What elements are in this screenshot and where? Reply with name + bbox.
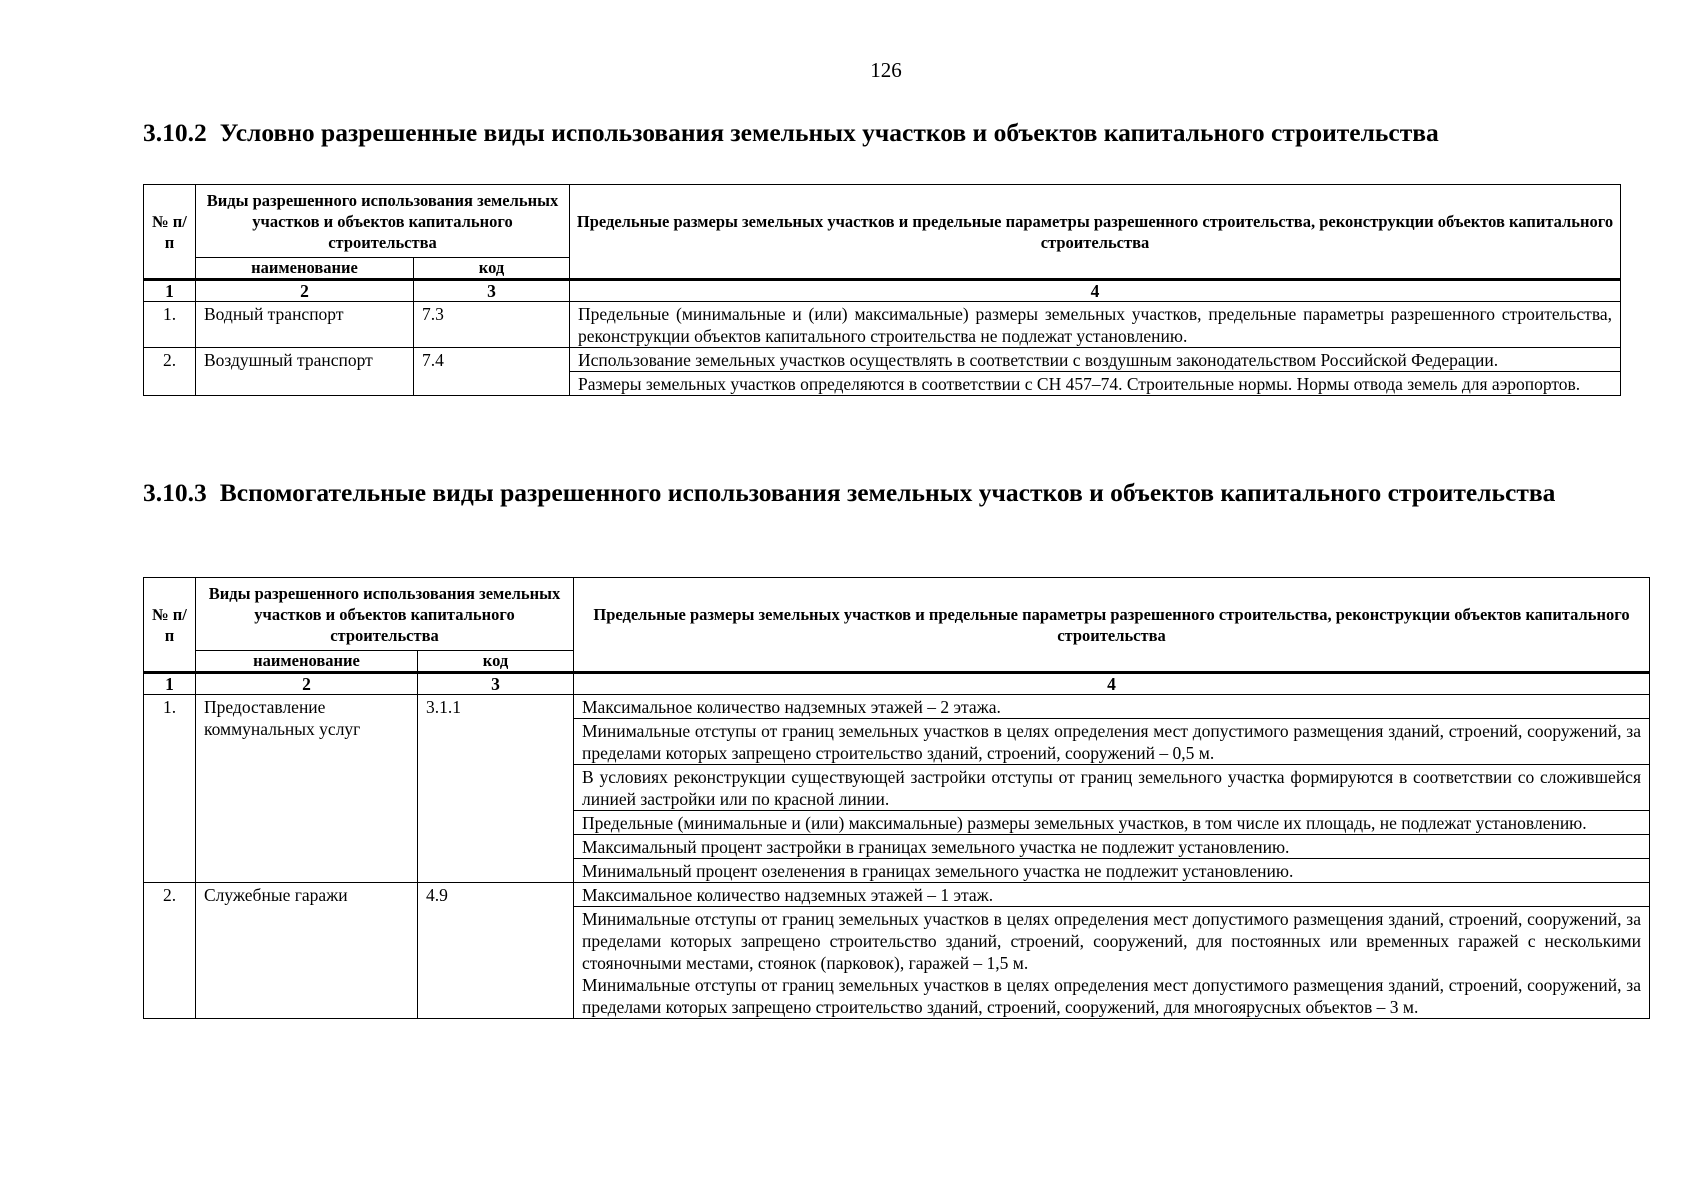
column-number: 1 (144, 673, 196, 695)
header-name: наименование (196, 258, 414, 280)
use-code: 7.4 (414, 348, 570, 396)
header-use-types: Виды разрешенного использования земельных участков и объектов капитального строительства (196, 578, 574, 651)
parameter: Минимальный процент озеленения в границах земельного участка не подлежит установлению. (574, 859, 1650, 883)
section-heading-3-10-3 (143, 476, 1621, 509)
section-number: 3.10.3 (143, 478, 207, 507)
parameter: Минимальные отступы от границ земельных участков в целях определения мест допустимого размещения зданий, строений, сооружений, за пределами которых запрещено строительство зданий, строений, сооружений, для постоянных или временных гаражей с несколькими стояночными местами, стоянок (парковок), гаражей – 1,5 м. (582, 909, 1641, 973)
parameter: Максимальное количество надземных этажей – 1 этаж. (574, 883, 1650, 907)
section-title: Условно разрешенные виды использования земельных участков и объектов капитального строительства (219, 118, 1439, 147)
regulations-table-auxiliary (143, 577, 1650, 1019)
header-limits: Предельные размеры земельных участков и предельные параметры разрешенного строительства, реконструкции объектов капитального строительства (574, 578, 1650, 673)
table-row (144, 348, 1621, 372)
parameter: В условиях реконструкции существующей застройки отступы от границ земельного участка формируются в соответствии со сложившейся линией застройки или по красной линии. (574, 765, 1650, 811)
use-name: Предоставление коммунальных услуг (196, 695, 418, 883)
use-name: Водный транспорт (196, 302, 414, 348)
column-number: 3 (418, 673, 574, 695)
section-number: 3.10.2 (143, 118, 207, 147)
parameter: Максимальное количество надземных этажей – 2 этажа. (574, 695, 1650, 719)
column-number: 1 (144, 280, 196, 302)
parameter-group (574, 907, 1650, 1019)
parameter: Максимальный процент застройки в границах земельного участка не подлежит установлению. (574, 835, 1650, 859)
parameter: Минимальные отступы от границ земельных участков в целях определения мест допустимого размещения зданий, строений, сооружений, за пределами которых запрещено строительство зданий, строений, сооружений, для многоярусных объектов – 3 м. (582, 975, 1641, 1017)
column-number: 4 (570, 280, 1621, 302)
use-code: 3.1.1 (418, 695, 574, 883)
table-row (144, 695, 1650, 719)
column-number: 2 (196, 673, 418, 695)
header-code: код (414, 258, 570, 280)
column-number: 3 (414, 280, 570, 302)
header-number: № п/п (144, 578, 196, 673)
parameter: Использование земельных участков осуществлять в соответствии с воздушным законодательством Российской Федерации. (570, 348, 1621, 372)
page-number: 126 (870, 58, 902, 82)
parameter: Минимальные отступы от границ земельных участков в целях определения мест допустимого размещения зданий, строений, сооружений, за пределами которых запрещено строительство зданий, строений, сооружений – 0,5 м. (574, 719, 1650, 765)
use-code: 4.9 (418, 883, 574, 1019)
row-number: 1. (144, 302, 196, 348)
row-number: 1. (144, 695, 196, 883)
section-heading-3-10-2 (143, 116, 1603, 149)
header-name: наименование (196, 651, 418, 673)
regulations-table-conditional (143, 184, 1621, 396)
header-use-types: Виды разрешенного использования земельных участков и объектов капитального строительства (196, 185, 570, 258)
use-name: Служебные гаражи (196, 883, 418, 1019)
parameter: Предельные (минимальные и (или) максимальные) размеры земельных участков, в том числе их площадь, не подлежат установлению. (574, 811, 1650, 835)
header-number: № п/п (144, 185, 196, 280)
row-number: 2. (144, 348, 196, 396)
parameter: Предельные (минимальные и (или) максимальные) размеры земельных участков, предельные параметры разрешенного строительства, реконструкции объектов капитального строительства не подлежат установлению. (570, 302, 1621, 348)
table-row (144, 883, 1650, 907)
row-number: 2. (144, 883, 196, 1019)
table-row (144, 302, 1621, 348)
use-code: 7.3 (414, 302, 570, 348)
header-code: код (418, 651, 574, 673)
use-name: Воздушный транспорт (196, 348, 414, 396)
parameter: Размеры земельных участков определяются в соответствии с СН 457–74. Строительные нормы. Нормы отвода земель для аэропортов. (570, 372, 1621, 396)
column-number: 4 (574, 673, 1650, 695)
header-limits: Предельные размеры земельных участков и предельные параметры разрешенного строительства, реконструкции объектов капитального строительства (570, 185, 1621, 280)
column-number: 2 (196, 280, 414, 302)
section-title: Вспомогательные виды разрешенного использования земельных участков и объектов капитального строительства (219, 478, 1556, 507)
